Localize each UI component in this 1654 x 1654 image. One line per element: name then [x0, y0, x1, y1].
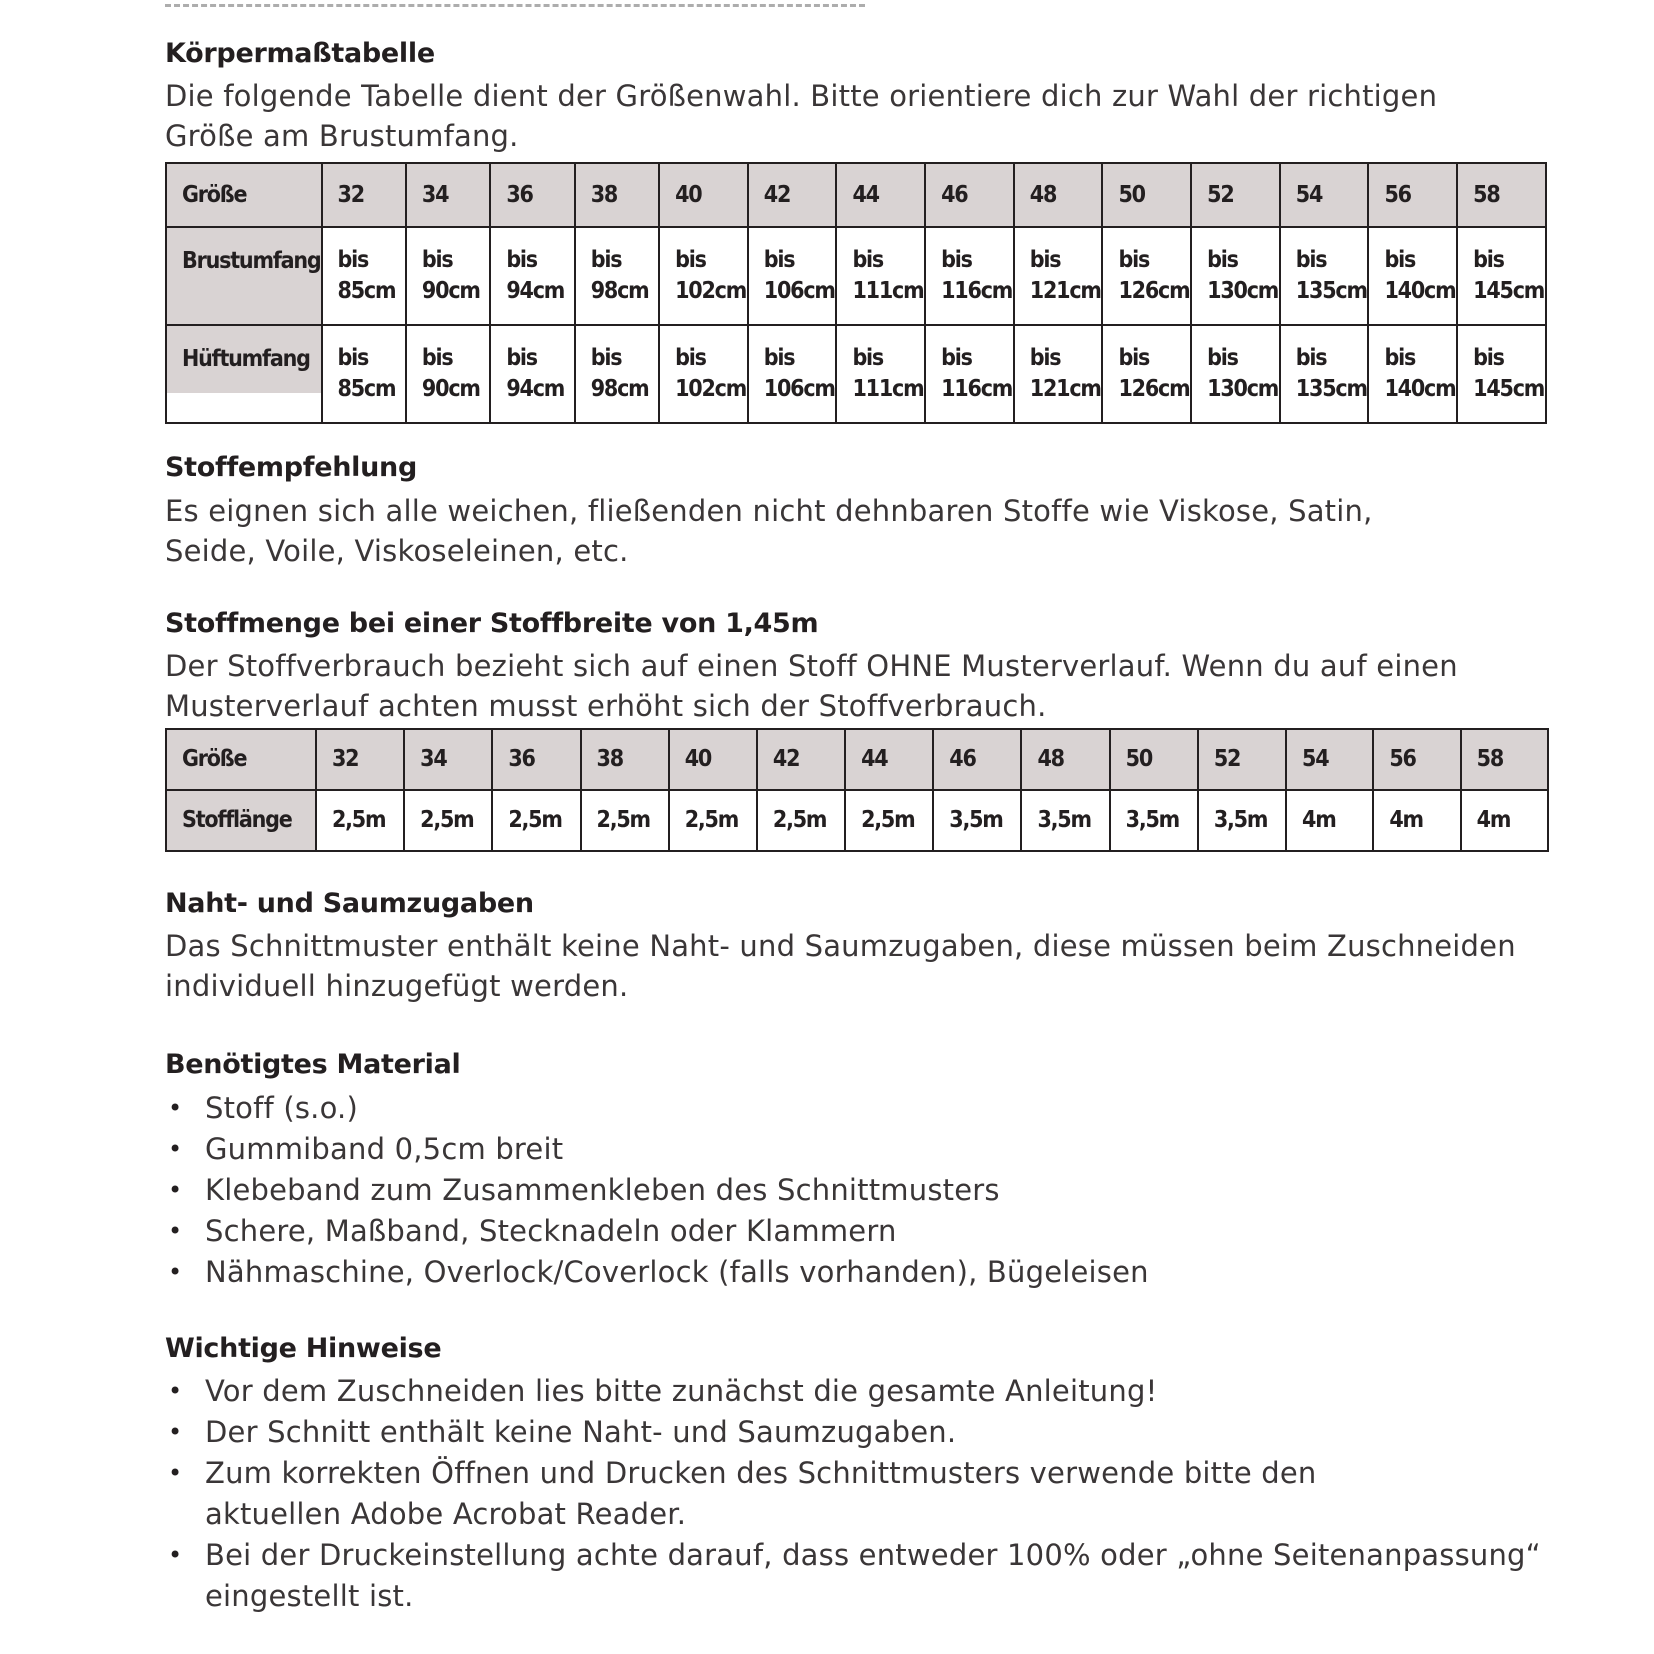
list-item: • Bei der Druckeinstellung achte darauf, dass entweder 100% oder „ohne Seitenanpassung“ eingestellt ist. [165, 1535, 1555, 1617]
fabric-length-row [166, 790, 1548, 851]
bullet-icon: • [168, 1541, 183, 1569]
bust-cell: bis 111cm [836, 227, 925, 325]
size-cell: 32 [316, 729, 404, 790]
size-cell: 44 [836, 163, 925, 227]
bust-cell: bis 85cm [322, 227, 406, 325]
hip-cell: bis 85cm [322, 325, 406, 423]
fabric-length-cell: 2,5m [316, 790, 404, 851]
size-cell: 52 [1198, 729, 1286, 790]
bullet-icon: • [168, 1258, 183, 1286]
size-cell: 58 [1457, 163, 1546, 227]
fabric-length-cell: 4m [1373, 790, 1460, 851]
body-measurements-table [165, 162, 1547, 424]
fabric-length-cell: 2,5m [492, 790, 580, 851]
hip-cell: bis 135cm [1280, 325, 1369, 423]
fabric-length-cell: 3,5m [1021, 790, 1109, 851]
fabric-amount-title: Stoffmenge bei einer Stoffbreite von 1,45m [165, 608, 819, 639]
fabric-length-cell: 2,5m [404, 790, 492, 851]
fabric-length-cell: 2,5m [581, 790, 669, 851]
bullet-icon: • [168, 1217, 183, 1245]
list-item: • Schere, Maßband, Stecknadeln oder Klammern [165, 1211, 1585, 1252]
notes-title: Wichtige Hinweise [165, 1333, 442, 1364]
hip-cell: bis 90cm [406, 325, 490, 423]
fabric-length-cell: 4m [1461, 790, 1548, 851]
fabric-length-cell: 2,5m [669, 790, 757, 851]
size-cell: 54 [1280, 163, 1369, 227]
bust-cell: bis 135cm [1280, 227, 1369, 325]
fabric-length-cell: 3,5m [933, 790, 1021, 851]
seam-allowance-title: Naht- und Saumzugaben [165, 888, 534, 919]
bust-cell: bis 98cm [575, 227, 659, 325]
bust-row [166, 227, 1546, 325]
hip-cell: bis 94cm [490, 325, 574, 423]
list-item: • Nähmaschine, Overlock/Coverlock (falls vorhanden), Bügeleisen [165, 1252, 1585, 1293]
size-cell: 40 [669, 729, 757, 790]
size-cell: 48 [1021, 729, 1109, 790]
hip-cell: bis 130cm [1191, 325, 1280, 423]
fabric-length-cell: 4m [1286, 790, 1373, 851]
list-item: • Vor dem Zuschneiden lies bitte zunächst die gesamte Anleitung! [165, 1371, 1585, 1412]
size-cell: 34 [406, 163, 490, 227]
bullet-icon: • [168, 1377, 183, 1405]
seam-allowance-text: Das Schnittmuster enthält keine Naht- und Saumzugaben, diese müssen beim Zuschneiden individuell hinzugefügt werden. [165, 929, 1516, 1003]
fabric-length-cell: 2,5m [757, 790, 845, 851]
fabric-amount-table [165, 728, 1549, 852]
hip-row [166, 325, 1546, 423]
size-cell: 38 [581, 729, 669, 790]
size-cell: 54 [1286, 729, 1373, 790]
materials-list [165, 1088, 1585, 1293]
fabric-length-label: Stofflänge [166, 790, 316, 851]
size-cell: 32 [322, 163, 406, 227]
fabric-size-header-row [166, 729, 1548, 790]
size-cell: 46 [933, 729, 1021, 790]
bust-row-label: Brustumfang [166, 227, 322, 325]
hip-cell: bis 102cm [659, 325, 748, 423]
bullet-icon: • [168, 1094, 183, 1122]
list-item: • Gummiband 0,5cm breit [165, 1129, 1585, 1170]
fabric-size-header-label: Größe [166, 729, 316, 790]
size-cell: 50 [1102, 163, 1191, 227]
size-cell: 36 [492, 729, 580, 790]
bust-cell: bis 130cm [1191, 227, 1280, 325]
size-cell: 46 [925, 163, 1014, 227]
bullet-icon: • [168, 1418, 183, 1446]
materials-title: Benötigtes Material [165, 1049, 461, 1080]
size-cell: 50 [1110, 729, 1198, 790]
bullet-icon: • [168, 1176, 183, 1204]
size-cell: 58 [1461, 729, 1548, 790]
hip-cell: bis 106cm [748, 325, 837, 423]
fabric-length-cell: 3,5m [1110, 790, 1198, 851]
bust-cell: bis 121cm [1014, 227, 1103, 325]
notes-list [165, 1371, 1585, 1617]
size-cell: 44 [845, 729, 933, 790]
size-cell: 40 [659, 163, 748, 227]
size-cell: 38 [575, 163, 659, 227]
bust-cell: bis 102cm [659, 227, 748, 325]
hip-cell: bis 98cm [575, 325, 659, 423]
bust-cell: bis 90cm [406, 227, 490, 325]
fabric-length-cell: 3,5m [1198, 790, 1286, 851]
bust-cell: bis 145cm [1457, 227, 1546, 325]
size-cell: 52 [1191, 163, 1280, 227]
fabric-length-cell: 2,5m [845, 790, 933, 851]
size-cell: 48 [1014, 163, 1103, 227]
list-item: • Der Schnitt enthält keine Naht- und Saumzugaben. [165, 1412, 1585, 1453]
bust-cell: bis 140cm [1368, 227, 1457, 325]
hip-cell: bis 145cm [1457, 325, 1546, 423]
body-measurements-title: Körpermaßtabelle [165, 38, 435, 69]
size-cell: 36 [490, 163, 574, 227]
hip-cell: bis 126cm [1102, 325, 1191, 423]
bust-cell: bis 116cm [925, 227, 1014, 325]
size-cell: 56 [1373, 729, 1460, 790]
hip-cell: bis 111cm [836, 325, 925, 423]
hip-cell: bis 116cm [925, 325, 1014, 423]
bullet-icon: • [168, 1135, 183, 1163]
top-cut-edge [165, 0, 865, 7]
list-item: • Zum korrekten Öffnen und Drucken des Schnittmusters verwende bitte den aktuellen Adobe Acrobat Reader. [165, 1453, 1455, 1535]
hip-row-label: Hüftumfang [166, 325, 322, 423]
body-measurements-intro: Die folgende Tabelle dient der Größenwahl. Bitte orientiere dich zur Wahl der richtigen Größe am Brustumfang. [165, 79, 1438, 153]
fabric-amount-text: Der Stoffverbrauch bezieht sich auf einen Stoff OHNE Musterverlauf. Wenn du auf einen Musterverlauf achten musst erhöht sich der Stoffverbrauch. [165, 649, 1458, 723]
bullet-icon: • [168, 1459, 183, 1487]
list-item: • Klebeband zum Zusammenkleben des Schnittmusters [165, 1170, 1585, 1211]
size-cell: 42 [748, 163, 837, 227]
list-item: • Stoff (s.o.) [165, 1088, 1585, 1129]
bust-cell: bis 94cm [490, 227, 574, 325]
size-cell: 34 [404, 729, 492, 790]
size-cell: 56 [1368, 163, 1457, 227]
fabric-recommendation-text: Es eignen sich alle weichen, fließenden nicht dehnbaren Stoffe wie Viskose, Satin, Seide, Voile, Viskoseleinen, etc. [165, 494, 1373, 568]
bust-cell: bis 106cm [748, 227, 837, 325]
size-header-label: Größe [166, 163, 322, 227]
bust-cell: bis 126cm [1102, 227, 1191, 325]
fabric-recommendation-title: Stoffempfehlung [165, 452, 417, 483]
hip-cell: bis 140cm [1368, 325, 1457, 423]
size-header-row [166, 163, 1546, 227]
hip-cell: bis 121cm [1014, 325, 1103, 423]
size-cell: 42 [757, 729, 845, 790]
